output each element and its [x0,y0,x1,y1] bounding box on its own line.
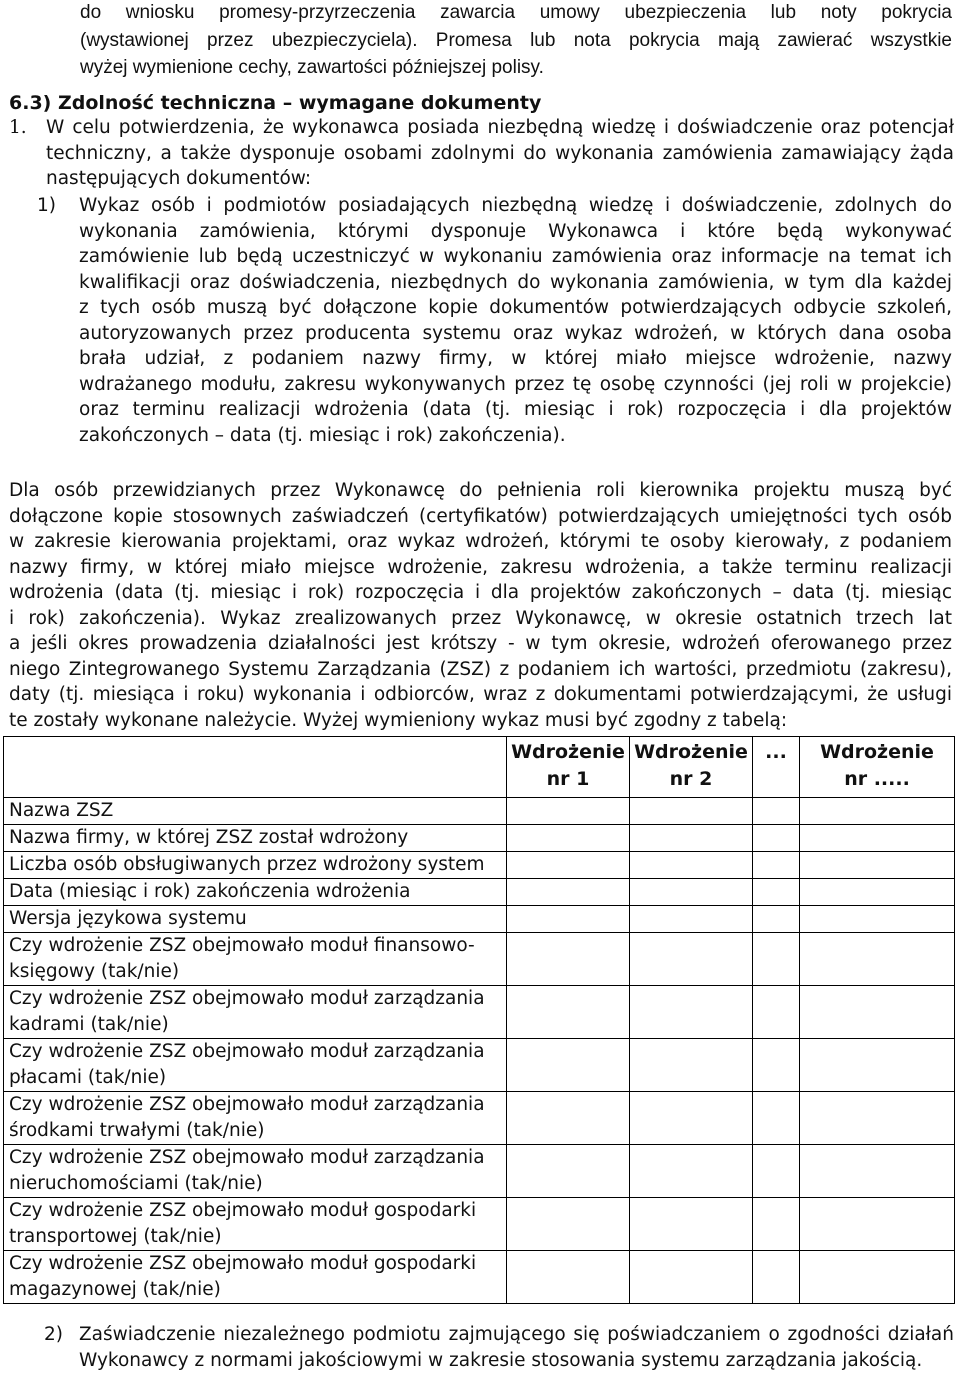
table-row [4,1145,955,1198]
value-cell[interactable] [800,798,955,825]
value-cell[interactable] [507,1092,630,1145]
implementations-table [3,736,955,1304]
value-cell[interactable] [753,986,800,1039]
value-cell[interactable] [630,825,753,852]
value-cell[interactable] [800,825,955,852]
value-cell[interactable] [507,1198,630,1251]
header-line: nr 2 [669,768,713,790]
row-label-cell [4,986,507,1039]
text-line: techniczny, a także dysponuje osobami zdolnymi do wykonania zamówienia zamawiający żąda [46,142,954,164]
table-body [4,798,955,1304]
text-line: zakończonych – data (tj. miesiąc i rok) zakończenia). [79,424,566,446]
value-cell[interactable] [507,933,630,986]
project-manager-paragraph [9,478,952,733]
value-cell[interactable] [507,906,630,933]
text-line: dołączone kopie stosownych zaświadczeń (certyfikatów) potwierdzających umiejętności tych osób [9,505,952,527]
value-cell[interactable] [507,879,630,906]
row-label-line: Czy wdrożenie ZSZ obejmowało moduł zarządzania [9,1147,485,1168]
text-line: nazwy firmy, w której miało miejsce wdrożenie, zakresu wdrożenia, a także terminu realizacji [9,556,952,578]
table-row [4,1092,955,1145]
text-line: niego Zintegrowanego Systemu Zarządzania (ZSZ) z podaniem ich wartości, przedmiotu (zakresu), [9,658,952,680]
row-label-cell [4,1251,507,1304]
item-number: 1. [9,117,27,138]
text-line: i rok) zakończenia). Wykaz zrealizowanych przez Wykonawcę, w okresie ostatnich trzech lat [9,607,952,629]
value-cell[interactable] [507,986,630,1039]
header-line: nr 1 [546,768,590,790]
value-cell[interactable] [630,1198,753,1251]
row-label-line: Wersja językowa systemu [9,908,247,929]
header-line: ... [765,741,787,763]
table-row [4,879,955,906]
row-label-line: Czy wdrożenie ZSZ obejmowało moduł zarządzania [9,988,485,1009]
row-label-line: Data (miesiąc i rok) zakończenia wdrożenia [9,881,411,902]
value-cell[interactable] [753,1251,800,1304]
value-cell[interactable] [800,879,955,906]
row-label-line: Czy wdrożenie ZSZ obejmowało moduł finansowo- [9,935,475,956]
text-line: wykonania zamówienia, którymi dysponuje Wykonawca i które będą wykonywać [79,220,952,242]
row-label-cell [4,825,507,852]
value-cell[interactable] [800,933,955,986]
header-cell-implementation-1 [507,737,630,798]
item-text [46,115,954,192]
row-label-line: Czy wdrożenie ZSZ obejmowało moduł gospodarki [9,1253,477,1274]
intro-line: (wystawionej przez ubezpieczyciela). Promesa lub nota pokrycia mają zawierać wszystkie [80,29,952,51]
text-line: w zakresie kierowania projektami, oraz wykaz wdrożeń, którymi te osoby kierowały, z podaniem [9,531,952,552]
value-cell[interactable] [800,906,955,933]
row-label-cell [4,906,507,933]
header-cell-implementation-2 [630,737,753,798]
value-cell[interactable] [800,1198,955,1251]
text-line: W celu potwierdzenia, że wykonawca posiada niezbędną wiedzę i doświadczenie oraz potencjał [46,117,954,138]
value-cell[interactable] [753,1145,800,1198]
value-cell[interactable] [507,825,630,852]
table-row [4,1251,955,1304]
intro-paragraph [80,0,952,83]
value-cell[interactable] [630,1251,753,1304]
row-label-cell [4,933,507,986]
text-line: Dla osób przewidzianych przez Wykonawcę do pełnienia roli kierownika projektu muszą być [9,480,952,501]
row-label-line: Liczba osób obsługiwanych przez wdrożony system [9,854,485,875]
table-row [4,906,955,933]
value-cell[interactable] [630,852,753,879]
text-line: a jeśli okres prowadzenia działalności jest krótszy - w tym okresie, wdrożeń oferowanego przez [9,633,952,654]
header-line: Wdrożenie [634,741,748,763]
value-cell[interactable] [630,1039,753,1092]
table-row [4,798,955,825]
table-row [4,825,955,852]
value-cell[interactable] [507,852,630,879]
value-cell[interactable] [753,933,800,986]
value-cell[interactable] [630,1092,753,1145]
value-cell[interactable] [507,1039,630,1092]
value-cell[interactable] [800,852,955,879]
value-cell[interactable] [800,1145,955,1198]
value-cell[interactable] [630,798,753,825]
value-cell[interactable] [630,933,753,986]
row-label-cell [4,798,507,825]
value-cell[interactable] [630,906,753,933]
sub-item-number: 1) [37,195,56,216]
row-label-line: Czy wdrożenie ZSZ obejmowało moduł zarządzania [9,1094,485,1115]
value-cell[interactable] [507,1251,630,1304]
text-line: te zostały wykonane należycie. Wyżej wymieniony wykaz musi być zgodny z tabelą: [9,709,788,731]
value-cell[interactable] [800,1251,955,1304]
value-cell[interactable] [753,852,800,879]
row-label-line: kadrami (tak/nie) [9,1014,169,1035]
header-empty-cell [4,737,507,798]
section-heading: 6.3) Zdolność techniczna – wymagane dokumenty [9,92,542,114]
value-cell[interactable] [507,798,630,825]
value-cell[interactable] [800,1092,955,1145]
value-cell[interactable] [753,798,800,825]
sub-item-text [79,1322,954,1373]
row-label-cell [4,1092,507,1145]
sub-item-number: 2) [44,1324,63,1345]
row-label-line: Czy wdrożenie ZSZ obejmowało moduł zarządzania [9,1041,485,1062]
text-line: daty (tj. miesiąca i roku) wykonania i odbiorców, wraz z dokumentami potwierdzającymi, że usługi [9,684,952,705]
table-row [4,986,955,1039]
table-row [4,1198,955,1251]
sub-item-text [79,193,952,448]
row-label-cell [4,1039,507,1092]
header-line: Wdrożenie [511,741,625,763]
text-line: brała udział, z podaniem nazwy firmy, w której miało miejsce wdrożenie, nazwy [79,348,952,369]
row-label-line: księgowy (tak/nie) [9,961,180,982]
text-line: Wykaz osób i podmiotów posiadających niezbędną wiedzę i doświadczenie, zdolnych do [79,195,952,216]
header-line: Wdrożenie [820,741,934,763]
row-label-line: środkami trwałymi (tak/nie) [9,1120,265,1141]
value-cell[interactable] [630,879,753,906]
text-line: autoryzowanych przez producenta systemu oraz wykaz wdrożeń, w których dana osoba [79,322,952,344]
header-cell-implementation-n [800,737,955,798]
table-row [4,852,955,879]
table-row [4,933,955,986]
value-cell[interactable] [630,1145,753,1198]
intro-line: do wniosku promesy-przyrzeczenia zawarcia umowy ubezpieczenia lub noty pokrycia [80,2,952,23]
text-line: kwalifikacji oraz doświadczenia, niezbędnych do wykonania zamówienia, w tym dla każdej [79,271,952,293]
value-cell[interactable] [753,825,800,852]
header-line: nr ..... [844,768,910,790]
row-label-line: Nazwa firmy, w której ZSZ został wdrożony [9,827,409,848]
row-label-line: transportowej (tak/nie) [9,1226,222,1247]
value-cell[interactable] [753,1092,800,1145]
text-line: wdrażanego modułu, zakresu wykonywanych przez tę osobę czynności (jej roli w projekcie) [79,373,952,395]
table-header-row [4,737,955,798]
value-cell[interactable] [800,986,955,1039]
row-label-line: Czy wdrożenie ZSZ obejmowało moduł gospodarki [9,1200,477,1221]
row-label-cell [4,879,507,906]
text-line: z tych osób muszą być dołączone kopie dokumentów potwierdzających odbycie szkoleń, [79,297,952,318]
intro-line: wyżej wymienione cechy, zawartości późniejszej polisy. [80,57,544,78]
text-line: oraz terminu realizacji wdrożenia (data (tj. miesiąc i rok) rozpoczęcia i dla projektów [79,399,952,420]
text-line: następujących dokumentów: [46,168,312,189]
row-label-cell [4,852,507,879]
row-label-line: płacami (tak/nie) [9,1067,167,1088]
value-cell[interactable] [753,906,800,933]
table-row [4,1039,955,1092]
value-cell[interactable] [753,1198,800,1251]
value-cell[interactable] [630,986,753,1039]
text-line: zamówienie lub będą uczestniczyć w wykonaniu zamówienia oraz informacje na temat ich [79,246,952,267]
text-line: wdrożenia (data (tj. miesiąc i rok) rozpoczęcia i dla projektów zakończonych – data (tj. miesiąc [9,582,952,603]
row-label-line: nieruchomościami (tak/nie) [9,1173,263,1194]
value-cell[interactable] [753,879,800,906]
row-label-cell [4,1198,507,1251]
row-label-cell [4,1145,507,1198]
text-line: Zaświadczenie niezależnego podmiotu zajmującego się poświadczaniem o zgodności działań [79,1324,954,1345]
value-cell[interactable] [800,1039,955,1092]
value-cell[interactable] [507,1145,630,1198]
header-cell-ellipsis [753,737,800,798]
text-line: Wykonawcy z normami jakościowymi w zakresie stosowania systemu zarządzania jakością. [79,1349,923,1371]
row-label-line: Nazwa ZSZ [9,800,114,821]
row-label-line: magazynowej (tak/nie) [9,1279,221,1300]
value-cell[interactable] [753,1039,800,1092]
